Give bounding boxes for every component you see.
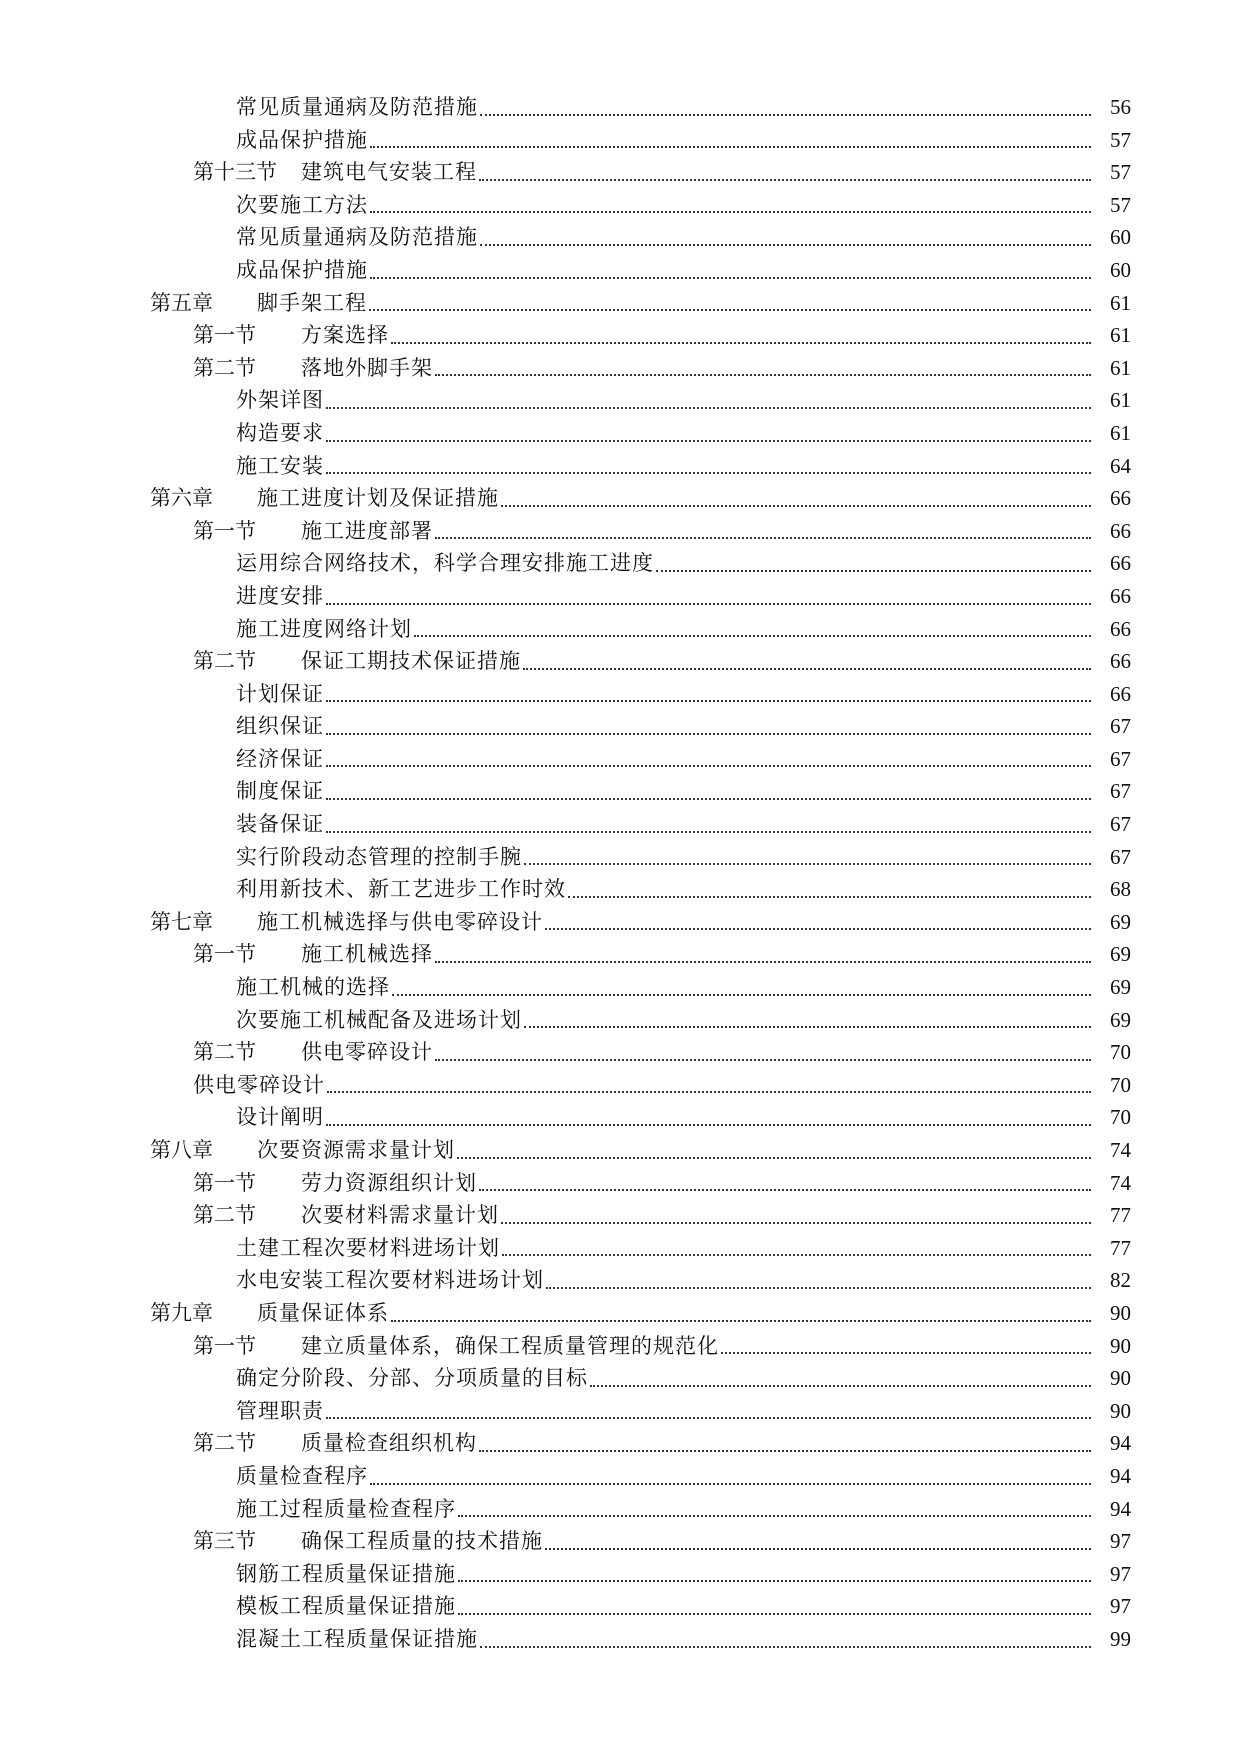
toc-entry-title: 经济保证 [236, 746, 324, 771]
toc-entry[interactable] [0, 710, 1241, 743]
toc-entry[interactable] [0, 873, 1241, 906]
toc-entry-title: 质量保证体系 [257, 1300, 389, 1325]
toc-entry-heading [236, 1493, 1091, 1526]
toc-entry-heading [193, 1036, 1091, 1069]
toc-entry[interactable] [0, 319, 1241, 352]
toc-entry-page-number: 57 [1110, 127, 1131, 152]
toc-entry-heading [193, 319, 1091, 352]
toc-entry-heading [193, 1069, 1091, 1102]
toc-entry-page-number: 77 [1110, 1235, 1131, 1260]
toc-entry-heading [150, 1297, 1091, 1330]
toc-entry-page-number: 90 [1110, 1366, 1131, 1391]
toc-entry[interactable] [0, 971, 1241, 1004]
dot-leader [545, 1548, 1091, 1550]
toc-entry[interactable] [0, 1036, 1241, 1069]
toc-entry-title: 外架详图 [236, 388, 324, 413]
toc-entry-page-number: 60 [1110, 225, 1131, 250]
dot-leader [435, 374, 1091, 376]
toc-entry[interactable] [0, 1330, 1241, 1363]
toc-entry-heading [236, 808, 1091, 841]
toc-entry-title: 装备保证 [236, 812, 324, 837]
toc-entry-heading [236, 678, 1091, 711]
dot-leader [502, 1254, 1091, 1256]
toc-entry-heading [236, 189, 1091, 222]
toc-entry-title: 制度保证 [236, 779, 324, 804]
dot-leader [370, 1483, 1091, 1485]
dot-leader [326, 1124, 1091, 1126]
toc-entry[interactable] [0, 384, 1241, 417]
dot-leader [435, 1059, 1091, 1061]
toc-entry-title: 次要施工机械配备及进场计划 [236, 1007, 522, 1032]
toc-entry-heading [236, 841, 1091, 874]
toc-entry-page-number: 67 [1110, 746, 1131, 771]
toc-entry-heading [236, 613, 1091, 646]
toc-entry-title: 计划保证 [236, 681, 324, 706]
toc-entry-page-number: 97 [1110, 1529, 1131, 1554]
toc-entry[interactable] [0, 1493, 1241, 1526]
toc-entry[interactable] [0, 1167, 1241, 1200]
toc-entry-heading [236, 710, 1091, 743]
toc-entry-heading [193, 1167, 1091, 1200]
table-of-contents [0, 91, 1241, 1656]
dot-leader [721, 1352, 1091, 1354]
dot-leader [524, 1026, 1091, 1028]
toc-entry-page-number: 69 [1110, 942, 1131, 967]
toc-entry-page-number: 77 [1110, 1203, 1131, 1228]
toc-entry-page-number: 90 [1110, 1300, 1131, 1325]
dot-leader [479, 1189, 1091, 1191]
toc-entry-title: 质量检查组织机构 [301, 1431, 477, 1456]
toc-entry[interactable] [0, 613, 1241, 646]
toc-entry-title: 常见质量通病及防范措施 [236, 95, 478, 119]
toc-entry-page-number: 66 [1110, 681, 1131, 706]
toc-entry-heading [150, 287, 1091, 320]
toc-entry[interactable] [0, 1558, 1241, 1591]
toc-entry-heading [193, 352, 1091, 385]
toc-entry-number: 第一节 [193, 323, 256, 348]
toc-entry-number: 第一节 [193, 1333, 256, 1358]
dot-leader [370, 277, 1091, 279]
toc-entry-title: 施工进度部署 [301, 518, 433, 543]
toc-entry[interactable] [0, 1004, 1241, 1037]
dot-leader [326, 733, 1091, 735]
toc-entry-page-number: 67 [1110, 844, 1131, 869]
toc-entry-title: 成品保护措施 [236, 257, 368, 282]
toc-entry-heading [236, 1395, 1091, 1428]
toc-entry[interactable] [0, 906, 1241, 939]
dot-leader [326, 440, 1091, 442]
toc-entry-title: 设计阐明 [236, 1105, 324, 1130]
dot-leader [391, 1320, 1091, 1322]
toc-entry[interactable] [0, 417, 1241, 450]
toc-entry[interactable] [0, 1395, 1241, 1428]
toc-entry-page-number: 67 [1110, 714, 1131, 739]
toc-entry-title: 施工进度网络计划 [236, 616, 412, 641]
toc-entry-page-number: 90 [1110, 1398, 1131, 1423]
toc-entry-page-number: 66 [1110, 583, 1131, 608]
toc-entry[interactable] [0, 156, 1241, 189]
toc-entry[interactable] [0, 124, 1241, 157]
toc-entry-title: 施工机械选择与供电零碎设计 [257, 909, 543, 934]
toc-entry[interactable] [0, 1460, 1241, 1493]
toc-entry-heading [236, 450, 1091, 483]
toc-entry-title: 构造要求 [236, 420, 324, 445]
toc-entry-title: 建立质量体系，确保工程质量管理的规范化 [301, 1333, 719, 1358]
toc-entry-page-number: 69 [1110, 909, 1131, 934]
toc-entry-heading [193, 1330, 1091, 1363]
toc-entry[interactable] [0, 1297, 1241, 1330]
toc-entry[interactable] [0, 808, 1241, 841]
dot-leader [458, 1515, 1091, 1517]
toc-entry-title: 混凝土工程质量保证措施 [236, 1626, 478, 1651]
toc-entry[interactable] [0, 287, 1241, 320]
toc-entry-page-number: 57 [1110, 192, 1131, 217]
toc-entry[interactable] [0, 515, 1241, 548]
toc-entry-page-number: 56 [1110, 95, 1131, 119]
toc-entry[interactable] [0, 580, 1241, 613]
toc-entry-title: 组织保证 [236, 714, 324, 739]
toc-entry-title: 供电零碎设计 [301, 1040, 433, 1065]
toc-entry-heading [236, 91, 1091, 124]
toc-entry[interactable] [0, 221, 1241, 254]
toc-entry-title: 供电零碎设计 [193, 1072, 325, 1097]
toc-entry-number: 第一节 [193, 518, 256, 543]
toc-entry-page-number: 94 [1110, 1496, 1131, 1521]
dot-leader [391, 342, 1091, 344]
toc-entry-title: 确保工程质量的技术措施 [301, 1529, 543, 1554]
toc-entry-heading [193, 515, 1091, 548]
toc-entry-title: 进度安排 [236, 583, 324, 608]
dot-leader [326, 831, 1091, 833]
toc-entry[interactable] [0, 1069, 1241, 1102]
dot-leader [524, 863, 1091, 865]
toc-entry[interactable] [0, 189, 1241, 222]
toc-entry-number: 第二节 [193, 355, 256, 380]
toc-entry-title: 建筑电气安装工程 [301, 160, 477, 185]
toc-entry[interactable] [0, 1623, 1241, 1656]
toc-entry-heading [236, 221, 1091, 254]
toc-entry-heading [236, 1460, 1091, 1493]
toc-entry-title: 施工过程质量检查程序 [236, 1496, 456, 1521]
toc-entry[interactable] [0, 1590, 1241, 1623]
toc-entry-heading [236, 254, 1091, 287]
toc-entry-number: 第一节 [193, 1170, 256, 1195]
toc-entry-heading [236, 1232, 1091, 1265]
toc-entry-page-number: 94 [1110, 1463, 1131, 1488]
toc-entry-title: 实行阶段动态管理的控制手腕 [236, 844, 522, 869]
dot-leader [370, 211, 1091, 213]
dot-leader [326, 798, 1091, 800]
dot-leader [326, 1417, 1091, 1419]
toc-entry-heading [150, 482, 1091, 515]
toc-entry-heading [150, 906, 1091, 939]
toc-entry[interactable] [0, 1101, 1241, 1134]
toc-entry-title: 次要施工方法 [236, 192, 368, 217]
dot-leader [523, 668, 1091, 670]
toc-entry[interactable] [0, 938, 1241, 971]
toc-entry[interactable] [0, 841, 1241, 874]
toc-entry-page-number: 70 [1110, 1040, 1131, 1065]
toc-entry-page-number: 61 [1110, 388, 1131, 413]
toc-entry-page-number: 68 [1110, 877, 1131, 902]
toc-entry-page-number: 94 [1110, 1431, 1131, 1456]
toc-entry-title: 施工进度计划及保证措施 [257, 486, 499, 511]
toc-entry-heading [150, 1134, 1091, 1167]
dot-leader [458, 1580, 1091, 1582]
toc-entry-title: 保证工期技术保证措施 [301, 649, 521, 674]
toc-entry-title: 质量检查程序 [236, 1463, 368, 1488]
toc-entry-heading [236, 775, 1091, 808]
dot-leader [435, 537, 1091, 539]
toc-entry-page-number: 60 [1110, 257, 1131, 282]
dot-leader [480, 244, 1091, 246]
dot-leader [479, 179, 1091, 181]
dot-leader [501, 505, 1091, 507]
toc-entry-title: 施工机械的选择 [236, 975, 390, 1000]
toc-entry-page-number: 66 [1110, 551, 1131, 576]
dot-leader [545, 928, 1091, 930]
toc-entry[interactable] [0, 678, 1241, 711]
toc-entry[interactable] [0, 775, 1241, 808]
toc-entry-page-number: 70 [1110, 1072, 1131, 1097]
toc-entry[interactable] [0, 352, 1241, 385]
toc-entry-heading [236, 1362, 1091, 1395]
dot-leader [457, 1157, 1091, 1159]
toc-entry-page-number: 74 [1110, 1138, 1131, 1162]
toc-entry-number: 第五章 [150, 290, 213, 315]
dot-leader [656, 570, 1091, 572]
dot-leader [435, 961, 1091, 963]
toc-entry-title: 劳力资源组织计划 [301, 1170, 477, 1195]
dot-leader [458, 1613, 1091, 1615]
toc-entry[interactable] [0, 482, 1241, 515]
dot-leader [370, 146, 1091, 148]
toc-entry-title: 施工机械选择 [301, 942, 433, 967]
toc-entry-number: 第六章 [150, 486, 213, 511]
toc-entry-heading [236, 971, 1091, 1004]
toc-entry-page-number: 66 [1110, 518, 1131, 543]
toc-entry-number: 第十三节 [193, 160, 277, 185]
toc-entry-page-number: 90 [1110, 1333, 1131, 1358]
toc-entry-page-number: 57 [1110, 160, 1131, 185]
toc-entry-page-number: 97 [1110, 1594, 1131, 1619]
toc-entry-number: 第三节 [193, 1529, 256, 1554]
dot-leader [414, 635, 1091, 637]
dot-leader [392, 994, 1091, 996]
dot-leader [590, 1385, 1091, 1387]
toc-entry-number: 第二节 [193, 1431, 256, 1456]
toc-entry-title: 钢筋工程质量保证措施 [236, 1561, 456, 1586]
toc-entry-heading [193, 1199, 1091, 1232]
toc-entry-title: 土建工程次要材料进场计划 [236, 1235, 500, 1260]
toc-entry-title: 确定分阶段、分部、分项质量的目标 [236, 1366, 588, 1391]
toc-entry-title: 施工安装 [236, 453, 324, 478]
toc-entry-title: 方案选择 [301, 323, 389, 348]
toc-entry-heading [236, 1264, 1091, 1297]
toc-entry-page-number: 97 [1110, 1561, 1131, 1586]
dot-leader [326, 700, 1091, 702]
toc-entry-page-number: 67 [1110, 812, 1131, 837]
toc-entry-heading [236, 1004, 1091, 1037]
toc-entry-heading [236, 1590, 1091, 1623]
toc-entry[interactable] [0, 1232, 1241, 1265]
toc-entry-number: 第九章 [150, 1300, 213, 1325]
toc-entry-title: 成品保护措施 [236, 127, 368, 152]
toc-entry-heading [236, 547, 1091, 580]
toc-entry[interactable] [0, 547, 1241, 580]
toc-entry-heading [193, 156, 1091, 189]
dot-leader [480, 1646, 1091, 1648]
toc-entry-heading [193, 938, 1091, 971]
toc-entry-number: 第二节 [193, 1040, 256, 1065]
toc-entry[interactable] [0, 743, 1241, 776]
toc-entry-heading [236, 873, 1091, 906]
toc-entry-heading [236, 124, 1091, 157]
toc-entry-title: 落地外脚手架 [301, 355, 433, 380]
toc-entry[interactable] [0, 1427, 1241, 1460]
toc-entry-heading [236, 1623, 1091, 1656]
toc-entry-page-number: 69 [1110, 975, 1131, 1000]
toc-entry-page-number: 61 [1110, 290, 1131, 315]
toc-entry-title: 管理职责 [236, 1398, 324, 1423]
toc-entry-number: 第二节 [193, 1203, 256, 1228]
toc-entry-number: 第二节 [193, 649, 256, 674]
toc-entry-page-number: 66 [1110, 649, 1131, 674]
toc-entry-title: 脚手架工程 [257, 290, 367, 315]
toc-entry-heading [236, 1558, 1091, 1591]
dot-leader [546, 1287, 1091, 1289]
toc-entry-heading [236, 1101, 1091, 1134]
toc-entry-title: 利用新技术、新工艺进步工作时效 [236, 877, 566, 902]
toc-entry-title: 次要资源需求量计划 [257, 1138, 455, 1162]
toc-entry[interactable] [0, 1525, 1241, 1558]
toc-entry-page-number: 69 [1110, 1007, 1131, 1032]
toc-entry[interactable] [0, 1362, 1241, 1395]
toc-entry-title: 运用综合网络技术，科学合理安排施工进度 [236, 551, 654, 576]
toc-entry-heading [193, 1427, 1091, 1460]
toc-entry[interactable] [0, 645, 1241, 678]
toc-entry[interactable] [0, 1264, 1241, 1297]
toc-entry-heading [236, 580, 1091, 613]
toc-entry-heading [236, 417, 1091, 450]
toc-entry-number: 第一节 [193, 942, 256, 967]
toc-entry-heading [193, 1525, 1091, 1558]
dot-leader [480, 114, 1091, 116]
dot-leader [326, 407, 1091, 409]
toc-entry-title: 次要材料需求量计划 [301, 1203, 499, 1228]
toc-entry-title: 水电安装工程次要材料进场计划 [236, 1268, 544, 1293]
toc-entry-page-number: 67 [1110, 779, 1131, 804]
toc-entry-page-number: 66 [1110, 616, 1131, 641]
toc-entry-page-number: 74 [1110, 1170, 1131, 1195]
toc-entry[interactable] [0, 91, 1241, 124]
toc-entry-page-number: 66 [1110, 486, 1131, 511]
toc-entry-number: 第七章 [150, 909, 213, 934]
dot-leader [479, 1450, 1091, 1452]
toc-entry[interactable] [0, 1199, 1241, 1232]
toc-entry-page-number: 61 [1110, 355, 1131, 380]
toc-entry[interactable] [0, 450, 1241, 483]
dot-leader [326, 765, 1091, 767]
toc-entry-page-number: 82 [1110, 1268, 1131, 1293]
toc-entry-page-number: 64 [1110, 453, 1131, 478]
toc-entry-title: 常见质量通病及防范措施 [236, 225, 478, 250]
toc-entry-page-number: 61 [1110, 420, 1131, 445]
dot-leader [501, 1222, 1091, 1224]
dot-leader [327, 1091, 1091, 1093]
toc-entry-page-number: 70 [1110, 1105, 1131, 1130]
toc-entry-title: 模板工程质量保证措施 [236, 1594, 456, 1619]
toc-entry-page-number: 99 [1110, 1626, 1131, 1651]
toc-entry[interactable] [0, 1134, 1241, 1167]
toc-entry-number: 第八章 [150, 1138, 213, 1162]
toc-entry-heading [236, 743, 1091, 776]
dot-leader [568, 896, 1091, 898]
toc-entry-heading [236, 384, 1091, 417]
dot-leader [326, 472, 1091, 474]
dot-leader [326, 603, 1091, 605]
toc-entry-heading [193, 645, 1091, 678]
toc-entry[interactable] [0, 254, 1241, 287]
dot-leader [369, 309, 1091, 311]
toc-entry-page-number: 61 [1110, 323, 1131, 348]
